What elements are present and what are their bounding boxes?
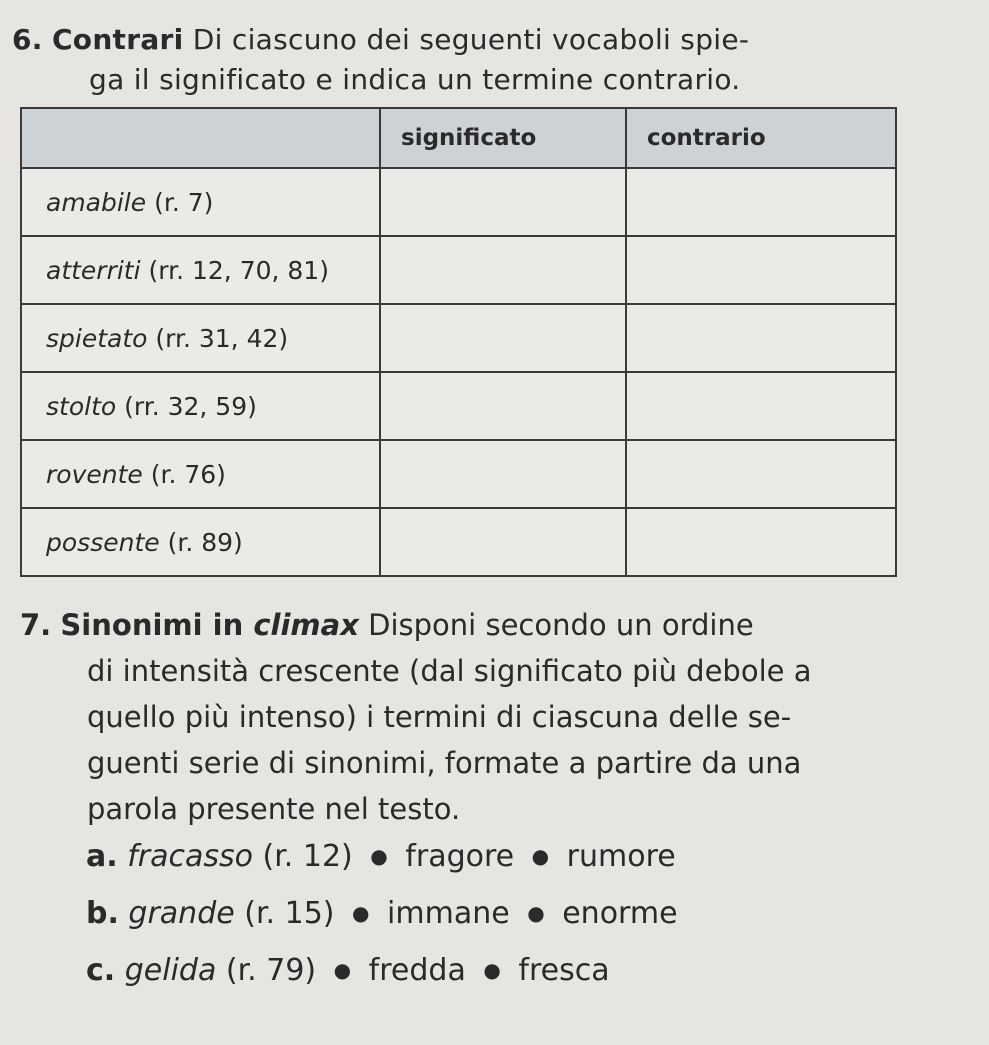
item-word: fracasso: [127, 839, 253, 874]
bullet-icon: ●: [527, 901, 545, 925]
table-header-row: [21, 108, 896, 168]
vocabulary-table: [20, 107, 897, 577]
significato-blank[interactable]: [380, 508, 626, 576]
item-synonym: rumore: [566, 839, 676, 874]
exercise-7-keyword: [60, 608, 359, 642]
header-blank-cell: [21, 108, 380, 168]
item-letter: c.: [86, 953, 116, 988]
exercise-7-instructions: [20, 602, 980, 832]
table-row: [21, 440, 896, 508]
exercise-6-text-line2: ga il significato e indica un termine contrario.: [89, 63, 741, 96]
significato-blank[interactable]: [380, 168, 626, 236]
significato-blank[interactable]: [380, 372, 626, 440]
table-row: [21, 304, 896, 372]
significato-blank[interactable]: [380, 440, 626, 508]
line-ref: (rr. 12, 70, 81): [148, 255, 329, 285]
table-row: [21, 168, 896, 236]
exercise-7-line5: parola presente nel testo.: [87, 792, 461, 826]
synonym-series-list: [86, 828, 678, 999]
line-ref: (r. 89): [167, 527, 243, 557]
word: spietato: [46, 323, 148, 353]
word-cell: [21, 304, 380, 372]
exercise-7-line2: di intensità crescente (dal significato più debole a: [87, 654, 812, 688]
bullet-icon: ●: [352, 901, 370, 925]
keyword-text: Sinonimi in: [60, 608, 244, 642]
word-cell: [21, 168, 380, 236]
bullet-icon: ●: [333, 958, 352, 982]
word: rovente: [46, 459, 143, 489]
item-ref: (r. 12): [262, 839, 353, 874]
contrario-blank[interactable]: [626, 168, 896, 236]
exercise-6-instructions: [12, 20, 749, 100]
bullet-icon: ●: [531, 844, 550, 868]
item-ref: (r. 79): [225, 953, 317, 988]
line-ref: (r. 76): [150, 459, 226, 489]
keyword-climax: climax: [253, 608, 359, 642]
word: possente: [46, 527, 160, 557]
item-letter: a.: [86, 839, 118, 874]
exercise-7-line1: [20, 602, 980, 648]
contrario-blank[interactable]: [626, 440, 896, 508]
exercise-7-line4: guenti serie di sinonimi, formate a partire da una: [87, 746, 802, 780]
line-ref: (rr. 31, 42): [155, 323, 289, 353]
exercise-7-number: 7.: [20, 608, 52, 642]
word-cell: [21, 440, 380, 508]
item-synonym: fragore: [405, 839, 515, 874]
item-synonym: enorme: [562, 896, 678, 931]
item-word: grande: [128, 896, 235, 931]
line-ref: (r. 7): [154, 187, 214, 217]
table-row: [21, 236, 896, 304]
word: amabile: [46, 187, 147, 217]
line1-text: Disponi secondo un ordine: [368, 608, 754, 642]
item-word: gelida: [124, 953, 217, 988]
item-synonym: immane: [387, 896, 510, 931]
item-synonym: fredda: [368, 953, 466, 988]
bullet-icon: ●: [370, 844, 388, 868]
header-contrario: contrario: [626, 108, 896, 168]
list-item: [86, 828, 678, 885]
word-cell: [21, 372, 380, 440]
table-row: [21, 508, 896, 576]
list-item: [86, 942, 678, 999]
exercise-6-keyword: Contrari: [51, 23, 184, 56]
word: stolto: [46, 391, 117, 421]
contrario-blank[interactable]: [626, 508, 896, 576]
significato-blank[interactable]: [380, 304, 626, 372]
line-ref: (rr. 32, 59): [124, 391, 257, 421]
exercise-7-line3: quello più intenso) i termini di ciascuna delle se-: [87, 700, 792, 734]
item-ref: (r. 15): [244, 896, 335, 931]
significato-blank[interactable]: [380, 236, 626, 304]
bullet-icon: ●: [483, 958, 501, 982]
item-letter: b.: [86, 896, 119, 931]
word-cell: [21, 236, 380, 304]
table-row: [21, 372, 896, 440]
contrario-blank[interactable]: [626, 304, 896, 372]
contrario-blank[interactable]: [626, 236, 896, 304]
item-synonym: fresca: [518, 953, 610, 988]
header-significato: significato: [380, 108, 626, 168]
list-item: [86, 885, 678, 942]
word: atterriti: [46, 255, 141, 285]
exercise-6-number: 6.: [12, 23, 43, 56]
contrario-blank[interactable]: [626, 372, 896, 440]
word-cell: [21, 508, 380, 576]
exercise-6-text-line1: Di ciascuno dei seguenti vocaboli spie-: [192, 23, 750, 56]
